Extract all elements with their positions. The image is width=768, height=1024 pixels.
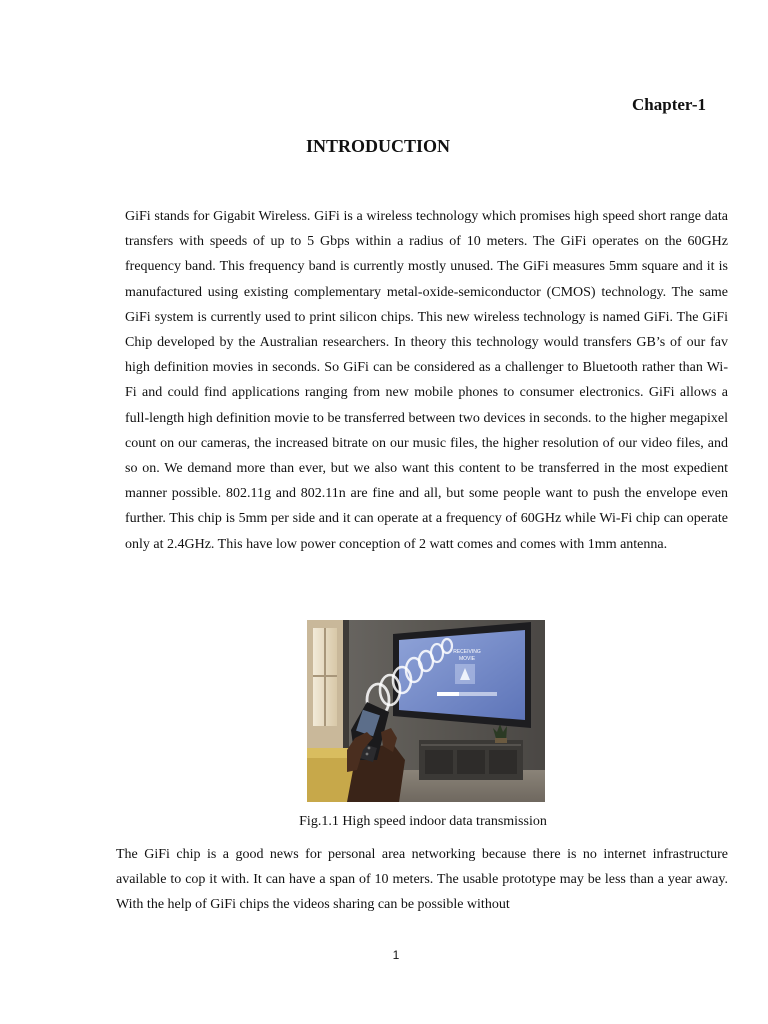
page-number: 1	[392, 948, 400, 962]
second-paragraph: The GiFi chip is a good news for personal area networking because there is no internet infrastructure available to cop it with. It can have a span of 10 meters. The usable prototype may be less than a year away. With the help of GiFi chips the videos sharing can be possible without	[116, 847, 728, 913]
figure-image	[307, 620, 545, 802]
intro-paragraph: GiFi stands for Gigabit Wireless. GiFi is a wireless technology which promises high speed short range data transfers with speeds of up to 5 Gbps within a radius of 10 meters. The GiFi operates on the 60GHz frequency band. This frequency band is currently mostly unused. The GiFi measures 5mm square and it is manufactured using existing complementary metal-oxide-semiconductor (CMOS) technology. The same GiFi system is currently used to print silicon chips. This new wireless technology is named GiFi. The GiFi Chip developed by the Australian researchers. In theory this technology would transfers GB’s of our fav high definition movies in seconds. So GiFi can be considered as a challenger to Bluetooth rather than Wi-Fi and could find applications ranging from new mobile phones to consumer electronics. GiFi allows a full-length high definition movie to be transferred between two devices in seconds. to the higher megapixel count on our cameras, the increased bitrate on our music files, the higher resolution of our video files, and so on. We demand more than ever, but we also want this content to be transferred in the most expedient manner possible. 802.11g and 802.11n are fine and all, but some people want to push the envelope even further. This chip is 5mm per side and it can operate at a frequency of 60GHz while Wi-Fi chip can operate only at 2.4GHz. This have low power conception of 2 watt comes and comes with 1mm antenna.	[125, 209, 728, 552]
screen-text-line2: MOVIE	[458, 656, 476, 662]
section-title: INTRODUCTION	[305, 136, 451, 156]
figure-caption: Fig.1.1 High speed indoor data transmission	[299, 814, 547, 829]
screen-text-line1: RECEIVING	[453, 649, 481, 655]
chapter-label: Chapter-1	[632, 95, 706, 114]
